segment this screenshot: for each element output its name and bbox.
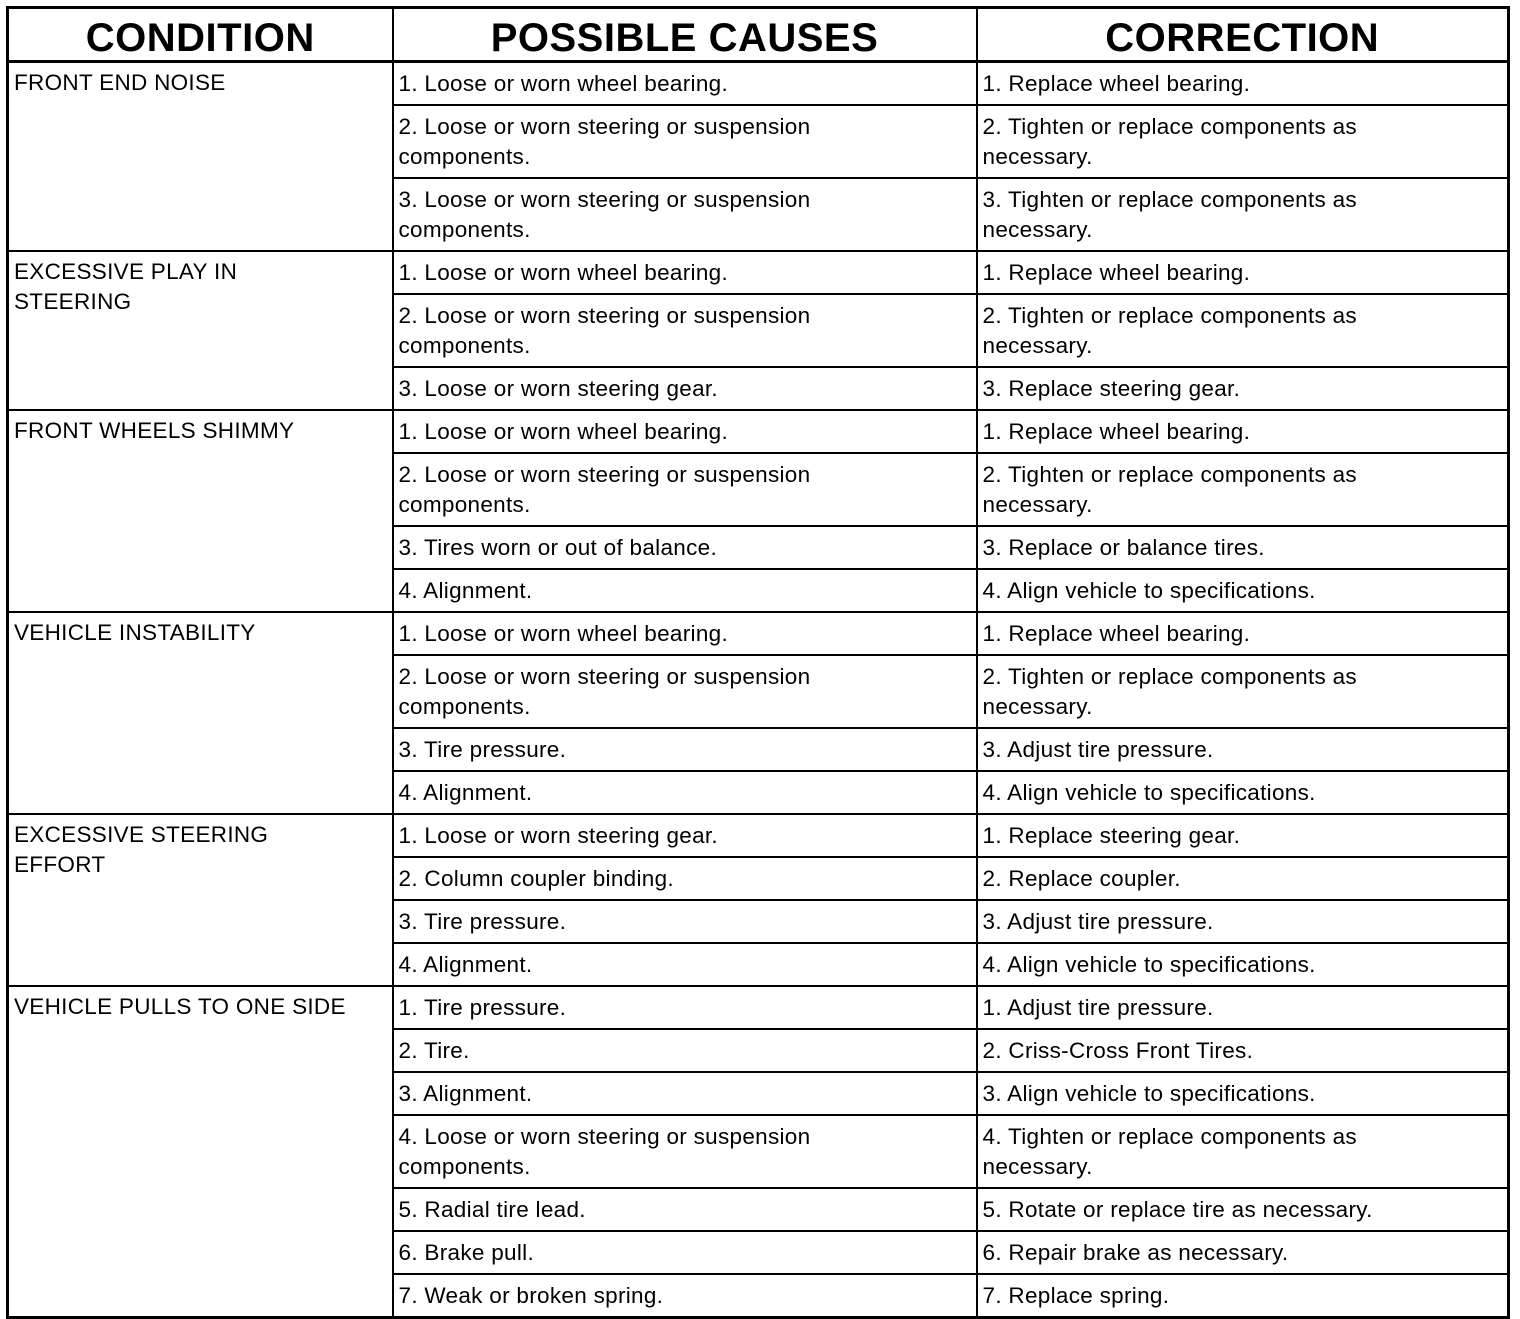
condition-cell: EXCESSIVE STEERING EFFORT xyxy=(8,814,393,986)
correction-cell: 3. Tighten or replace components as necessary. xyxy=(977,178,1509,251)
correction-cell: 7. Replace spring. xyxy=(977,1274,1509,1318)
condition-cell: FRONT WHEELS SHIMMY xyxy=(8,410,393,612)
table-row xyxy=(8,814,1509,857)
condition-cell: VEHICLE PULLS TO ONE SIDE xyxy=(8,986,393,1318)
cause-cell: 1. Loose or worn steering gear. xyxy=(393,814,977,857)
cause-cell: 3. Tires worn or out of balance. xyxy=(393,526,977,569)
cause-cell: 3. Loose or worn steering or suspension components. xyxy=(393,178,977,251)
table-row xyxy=(8,62,1509,106)
correction-cell: 4. Tighten or replace components as necessary. xyxy=(977,1115,1509,1188)
cause-cell: 2. Column coupler binding. xyxy=(393,857,977,900)
cause-cell: 1. Loose or worn wheel bearing. xyxy=(393,612,977,655)
cause-cell: 2. Loose or worn steering or suspension components. xyxy=(393,655,977,728)
correction-cell: 4. Align vehicle to specifications. xyxy=(977,943,1509,986)
cause-cell: 1. Loose or worn wheel bearing. xyxy=(393,410,977,453)
cause-cell: 3. Tire pressure. xyxy=(393,728,977,771)
header-correction: CORRECTION xyxy=(977,8,1509,62)
condition-cell: EXCESSIVE PLAY IN STEERING xyxy=(8,251,393,410)
correction-cell: 3. Replace steering gear. xyxy=(977,367,1509,410)
cause-cell: 2. Loose or worn steering or suspension components. xyxy=(393,294,977,367)
cause-cell: 4. Alignment. xyxy=(393,569,977,612)
cause-cell: 2. Tire. xyxy=(393,1029,977,1072)
cause-cell: 4. Loose or worn steering or suspension components. xyxy=(393,1115,977,1188)
table-row xyxy=(8,251,1509,294)
correction-cell: 2. Replace coupler. xyxy=(977,857,1509,900)
cause-cell: 7. Weak or broken spring. xyxy=(393,1274,977,1318)
correction-cell: 4. Align vehicle to specifications. xyxy=(977,569,1509,612)
header-row xyxy=(8,8,1509,62)
cause-cell: 6. Brake pull. xyxy=(393,1231,977,1274)
correction-cell: 4. Align vehicle to specifications. xyxy=(977,771,1509,814)
table-row xyxy=(8,986,1509,1029)
cause-cell: 1. Loose or worn wheel bearing. xyxy=(393,251,977,294)
cause-cell: 3. Loose or worn steering gear. xyxy=(393,367,977,410)
cause-cell: 1. Loose or worn wheel bearing. xyxy=(393,62,977,106)
cause-cell: 3. Alignment. xyxy=(393,1072,977,1115)
condition-cell: FRONT END NOISE xyxy=(8,62,393,252)
header-possible-causes: POSSIBLE CAUSES xyxy=(393,8,977,62)
correction-cell: 1. Replace wheel bearing. xyxy=(977,62,1509,106)
diagnosis-table xyxy=(6,6,1510,1319)
correction-cell: 3. Align vehicle to specifications. xyxy=(977,1072,1509,1115)
correction-cell: 1. Replace wheel bearing. xyxy=(977,612,1509,655)
correction-cell: 5. Rotate or replace tire as necessary. xyxy=(977,1188,1509,1231)
correction-cell: 1. Replace wheel bearing. xyxy=(977,251,1509,294)
cause-cell: 5. Radial tire lead. xyxy=(393,1188,977,1231)
correction-cell: 6. Repair brake as necessary. xyxy=(977,1231,1509,1274)
table-body xyxy=(8,62,1509,1318)
cause-cell: 4. Alignment. xyxy=(393,771,977,814)
condition-cell: VEHICLE INSTABILITY xyxy=(8,612,393,814)
correction-cell: 3. Adjust tire pressure. xyxy=(977,900,1509,943)
correction-cell: 1. Adjust tire pressure. xyxy=(977,986,1509,1029)
correction-cell: 1. Replace steering gear. xyxy=(977,814,1509,857)
correction-cell: 2. Criss-Cross Front Tires. xyxy=(977,1029,1509,1072)
correction-cell: 1. Replace wheel bearing. xyxy=(977,410,1509,453)
correction-cell: 2. Tighten or replace components as necessary. xyxy=(977,453,1509,526)
header-condition: CONDITION xyxy=(8,8,393,62)
cause-cell: 4. Alignment. xyxy=(393,943,977,986)
table-row xyxy=(8,410,1509,453)
cause-cell: 1. Tire pressure. xyxy=(393,986,977,1029)
cause-cell: 2. Loose or worn steering or suspension components. xyxy=(393,105,977,178)
correction-cell: 2. Tighten or replace components as necessary. xyxy=(977,105,1509,178)
table-row xyxy=(8,612,1509,655)
cause-cell: 2. Loose or worn steering or suspension components. xyxy=(393,453,977,526)
correction-cell: 2. Tighten or replace components as necessary. xyxy=(977,294,1509,367)
correction-cell: 3. Replace or balance tires. xyxy=(977,526,1509,569)
table-header xyxy=(8,8,1509,62)
correction-cell: 3. Adjust tire pressure. xyxy=(977,728,1509,771)
cause-cell: 3. Tire pressure. xyxy=(393,900,977,943)
correction-cell: 2. Tighten or replace components as necessary. xyxy=(977,655,1509,728)
